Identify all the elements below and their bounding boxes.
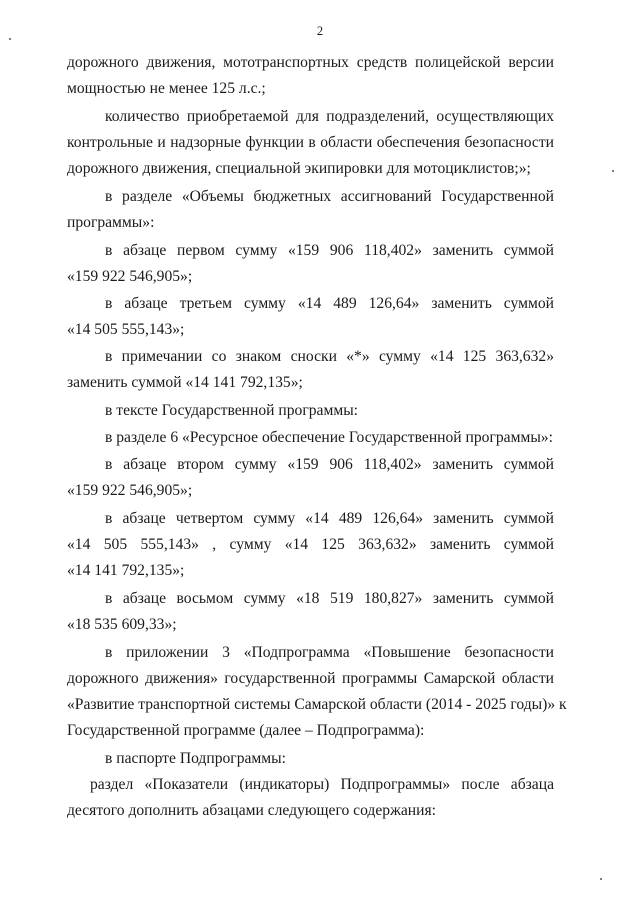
scan-speck xyxy=(9,38,11,40)
paragraph-line: дорожного движения, специальной экипировки для мотоциклистов;»; xyxy=(67,160,531,177)
paragraph-line: в абзаце первом сумму «159 906 118,402» заменить суммой xyxy=(105,242,554,259)
page-number: 2 xyxy=(316,24,324,38)
paragraph-line: в абзаце восьмом сумму «18 519 180,827» заменить суммой xyxy=(105,590,554,607)
paragraph-line: количество приобретаемой для подразделений, осуществляющих xyxy=(105,108,554,125)
paragraph-line: раздел «Показатели (индикаторы) Подпрограммы» после абзаца xyxy=(90,776,554,793)
paragraph-line: контрольные и надзорные функции в области обеспечения безопасности xyxy=(67,134,554,151)
paragraph-line: дорожного движения, мототранспортных средств полицейской версии xyxy=(67,54,554,71)
paragraph-line: «18 535 609,33»; xyxy=(67,616,177,633)
paragraph-line: заменить суммой «14 141 792,135»; xyxy=(67,374,303,391)
paragraph-line: десятого дополнить абзацами следующего содержания: xyxy=(67,802,436,819)
paragraph-line: в тексте Государственной программы: xyxy=(105,402,359,419)
paragraph-line: «Развитие транспортной системы Самарской области (2014 - 2025 годы)» к xyxy=(67,696,567,713)
paragraph-line: в абзаце четвертом сумму «14 489 126,64» заменить суммой xyxy=(105,510,554,527)
paragraph-line: «159 922 546,905»; xyxy=(67,268,193,285)
paragraph-line: «14 505 555,143»; xyxy=(67,321,185,338)
paragraph-line: в приложении 3 «Подпрограмма «Повышение безопасности xyxy=(105,644,554,661)
scan-speck xyxy=(612,170,614,172)
paragraph-line: «159 922 546,905»; xyxy=(67,482,193,499)
scan-speck xyxy=(600,878,602,880)
paragraph-line: Государственной программе (далее – Подпрограмма): xyxy=(67,722,425,739)
paragraph-line: в примечании со знаком сноски «*» сумму «14 125 363,632» xyxy=(105,348,554,365)
paragraph-line: в разделе 6 «Ресурсное обеспечение Государственной программы»: xyxy=(105,429,553,446)
paragraph-line: программы»: xyxy=(67,214,155,231)
paragraph-line: «14 505 555,143» , сумму «14 125 363,632» заменить суммой xyxy=(67,536,554,553)
paragraph-line: мощностью не менее 125 л.с.; xyxy=(67,80,266,97)
paragraph-line: в абзаце втором сумму «159 906 118,402» заменить суммой xyxy=(105,456,554,473)
paragraph-line: в абзаце третьем сумму «14 489 126,64» заменить суммой xyxy=(105,295,554,312)
paragraph-line: дорожного движения» государственной программы Самарской области xyxy=(67,670,554,687)
paragraph-line: «14 141 792,135»; xyxy=(67,562,185,579)
paragraph-line: в разделе «Объемы бюджетных ассигнований Государственной xyxy=(105,188,554,205)
paragraph-line: в паспорте Подпрограммы: xyxy=(105,750,286,767)
